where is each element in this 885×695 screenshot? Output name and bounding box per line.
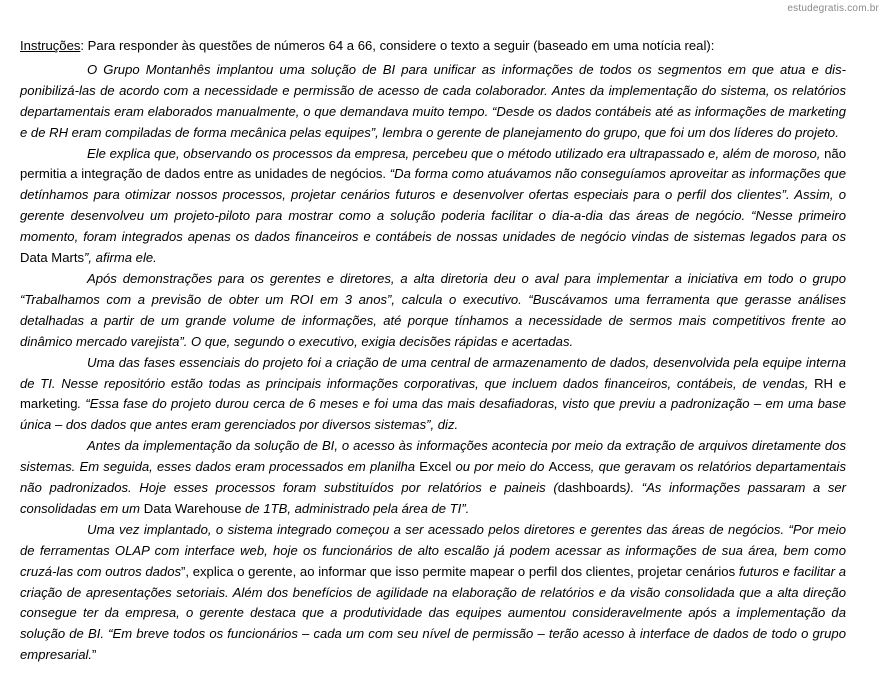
paragraph-text-segment: Excel xyxy=(419,459,452,475)
paragraph-text-segment: “Da forma como atuávamos não conseguíamos aproveitar as informações que detínhamos para otimizar nossos processos, projetar cenários futuros e desenvolver ofertas especiais para o perfil dos clientes”. Assim, o gerente desenvolveu um projeto-piloto para mostrar como a solução poderia facilitar o dia-a-dia das áreas de negócio. “Nesse primeiro momento, foram integrados apenas os dados financeiros e contábeis de nossas unidades de negócio vindas de sistemas legados para os xyxy=(20,166,846,245)
paragraph-4 xyxy=(20,353,846,437)
site-watermark: estudegratis.com.br xyxy=(787,3,879,14)
paragraph-2 xyxy=(20,144,846,269)
paragraph-text-segment: ”, afirma ele. xyxy=(84,250,157,266)
paragraph-text-segment: Uma das fases essenciais do projeto foi a criação de uma central de armazenamento de dados, desenvolvida pela equipe interna de TI. Nesse repositório estão todas as principais informações corporativas, que incluem dados financeiros, contábeis, de vendas, xyxy=(20,354,846,391)
paragraph-text-segment: Ele explica que, observando os processos da empresa, percebeu que o método utilizado era ultrapassado e, além de moroso, xyxy=(87,145,825,161)
paragraph-text-segment: Access xyxy=(548,459,591,475)
instructions-text: : Para responder às questões de números 64 a 66, considere o texto a seguir (baseado em uma notícia real): xyxy=(80,38,715,53)
paragraph-text-segment: , que geravam os relatórios departamentais não padronizados. Hoje esses processos foram substituídos por relatórios e paineis ( xyxy=(20,459,847,496)
paragraph-text-segment: dashboards xyxy=(557,480,627,496)
paragraph-text-segment: ” xyxy=(92,647,97,663)
paragraph-3 xyxy=(20,269,846,353)
article-text xyxy=(20,60,846,666)
paragraph-text-segment: Antes da implementação da solução de BI, o acesso às informações acontecia por meio da extração de arquivos diretamente dos sistemas. Em seguida, esses dados eram processados em planilha xyxy=(20,438,846,475)
paragraph-text-segment: ou por meio do xyxy=(451,459,549,475)
paragraph-text-segment: Uma vez implantado, o sistema integrado começou a ser acessado pelos diretores e gerentes das áreas de negócios. “Por meio de ferramentas OLAP com interface web, hoje os funcionários de alto escalão já podem acessar as informações de sua área, bem como cruzá-las com outros dados xyxy=(20,521,846,579)
paragraph-text-segment: futuros e facilitar a criação de apresentações setoriais. Além dos benefícios de agilidade na elaboração de relatórios e da visão consolidada que a alta direção consegue ter da empresa, o gerente destaca que a produtividade das equipes aumentou consideravelmente após a implementação da solução de BI. “Em breve todos os funcionários – cada um com seu nível de permissão – terão acesso à interface de dados de todo o grupo empresarial. xyxy=(20,563,846,663)
paragraph-5 xyxy=(20,436,846,520)
paragraph-text-segment: Após demonstrações para os gerentes e diretores, a alta diretoria deu o aval para implementar a iniciativa em todo o grupo “Trabalhamos com a previsão de obter um ROI em 3 anos”, calcula o executivo. “Buscávamos uma ferramenta que gerasse análises detalhadas a partir de um grande volume de informações, até porque tínhamos a necessidade de sermos mais competitivos frente ao dinâmico mercado varejista”. O que, segundo o executivo, exigia decisões rápidas e acertadas. xyxy=(20,270,846,349)
document-body xyxy=(20,36,846,666)
paragraph-text-segment: RH e marketing xyxy=(20,375,846,412)
paragraph-text-segment: Data Warehouse xyxy=(143,500,242,516)
instructions-line xyxy=(20,36,846,57)
paragraph-text-segment: de 1TB, administrado pela área de TI”. xyxy=(241,500,470,516)
instructions-label: Instruções xyxy=(20,38,81,53)
paragraph-text-segment: . “Essa fase do projeto durou cerca de 6 meses e foi uma das mais desafiadoras, visto que previu a padronização – em uma base única – dos dados que antes eram gerenciados por diversos sistemas”, diz. xyxy=(20,396,846,433)
paragraph-1 xyxy=(20,60,846,144)
paragraph-text-segment: ). “As informações passaram a ser consolidadas em um xyxy=(20,480,847,516)
paragraph-text-segment: Data Marts xyxy=(20,250,85,266)
paragraph-text-segment: ”, explica o gerente, ao informar que isso permite mapear o perfil dos clientes, projetar cenários xyxy=(181,563,736,579)
paragraph-text-segment: não permitia a integração de dados entre as unidades de negócios. xyxy=(20,145,846,182)
paragraph-text-segment: O Grupo Montanhês implantou uma solução de BI para unificar as informações de todos os segmentos em que atua e disponibilizá-las de acordo com a necessidade e permissão de acesso de cada colaborador. Antes da implementação do sistema, os relatórios departamentais eram elaborados manualmente, o que demandava muito tempo. “Desde os dados contábeis até as informações de marketing e de RH eram compiladas de forma mecânica pelas equipes”, lembra o gerente de planejamento do grupo, que foi um dos líderes do projeto. xyxy=(20,61,846,140)
paragraph-6 xyxy=(20,520,846,666)
